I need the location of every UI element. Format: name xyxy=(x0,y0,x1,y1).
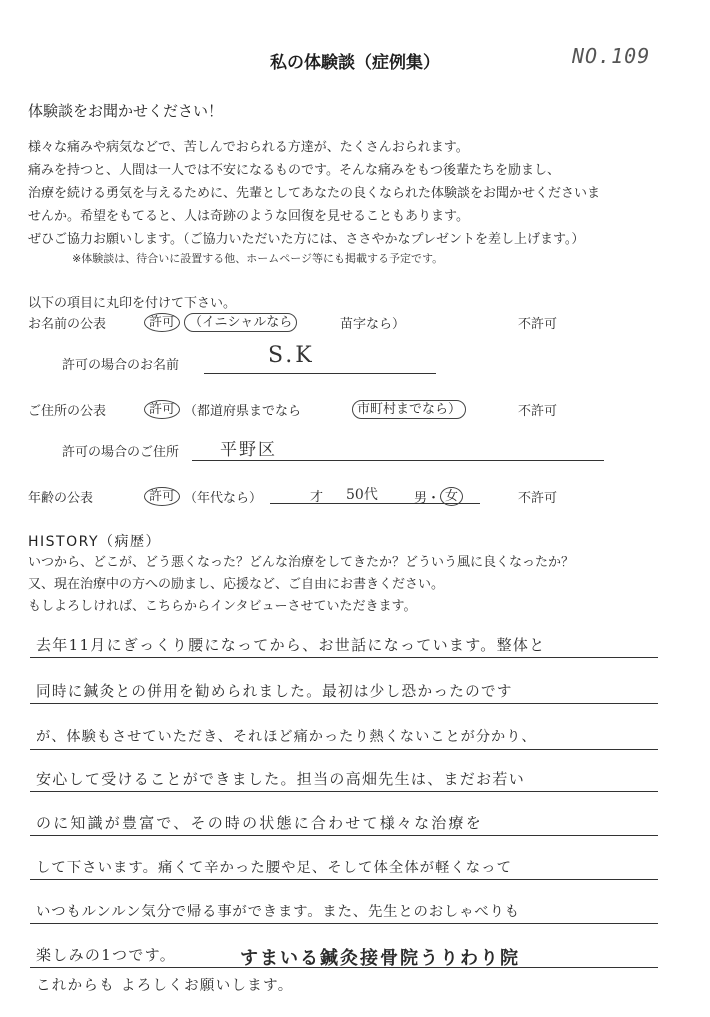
intro-line-1: 様々な痛みや病気などで、苦しんでおられる方達が、たくさんおられます。 xyxy=(28,140,469,155)
age-publish-label: 年齢の公表 xyxy=(28,491,94,506)
address-city-circled: 市町村までなら） xyxy=(352,400,466,419)
address-deny-option[interactable]: 不許可 xyxy=(518,404,558,419)
name-sub-label: 許可の場合のお名前 xyxy=(62,358,180,373)
age-female-option[interactable] xyxy=(440,485,463,504)
age-decade-option[interactable]: （年代なら） xyxy=(184,491,263,506)
name-surname-option[interactable]: 苗字なら） xyxy=(340,317,406,332)
name-initial-circled: （イニシャルなら xyxy=(184,313,297,332)
intro-line-4: せんか。希望をもてると、人は奇跡のような回復を見せることもあります。 xyxy=(28,209,469,224)
history-line-6[interactable]: して下さいます。痛くて辛かった腰や足、そして体全体が軽くなって xyxy=(36,860,512,876)
intro-line-3: 治療を続ける勇気を与えるために、先輩としてあなたの良くなられた体験談をお聞かせくださいま xyxy=(28,186,601,201)
name-value[interactable]: S.K xyxy=(268,343,315,368)
ruled-line-1 xyxy=(30,657,658,658)
ruled-line-7 xyxy=(30,923,658,924)
ruled-line-5 xyxy=(30,835,658,836)
history-line-7[interactable]: いつもルンルン気分で帰る事ができます。また、先生とのおしゃべりも xyxy=(36,904,520,920)
age-male-option[interactable] xyxy=(414,487,440,506)
clinic-stamp: すまいる鍼灸接骨院うりわり院 xyxy=(240,948,520,969)
ruled-line-4 xyxy=(30,791,658,792)
history-prompt-3: もしよろしければ、こちらからインタビューさせていただきます。 xyxy=(28,599,417,614)
history-prompt-1: いつから、どこが、どう悪くなった？どんな治療をしてきたか？どういう風に良くなったか？ xyxy=(28,555,575,570)
name-initial-option[interactable] xyxy=(184,311,297,330)
address-allow-circled: 許可 xyxy=(144,400,180,419)
intro-heading: 体験談をお聞かせください！ xyxy=(28,102,224,120)
history-line-1[interactable]: 去年11月にぎっくり腰になってから、お世話になっています。整体と xyxy=(36,636,546,654)
address-value[interactable]: 平野区 xyxy=(220,440,277,460)
form-instruction: 以下の項目に丸印を付けて下さい。 xyxy=(28,296,237,311)
address-sub-label: 許可の場合のご住所 xyxy=(62,445,180,460)
age-sai-label: 才 xyxy=(310,490,324,505)
history-line-5[interactable]: のに知識が豊富で、その時の状態に合わせて様々な治療を xyxy=(36,814,483,832)
intro-note: ※体験談は、待合いに設置する他、ホームページ等にも掲載する予定です。 xyxy=(72,252,444,265)
age-allow-option[interactable] xyxy=(144,485,180,504)
ruled-line-3 xyxy=(30,749,658,750)
history-prompt-2: 又、現在治療中の方への励まし、応援など、ご自由にお書きください。 xyxy=(28,577,445,592)
history-line-8[interactable]: 楽しみの1つです。 xyxy=(36,946,177,964)
ruled-line-6 xyxy=(30,879,658,880)
name-publish-label: お名前の公表 xyxy=(28,317,107,332)
history-line-2[interactable]: 同時に鍼灸との併用を勧められました。最初は少し恐かったのです xyxy=(36,683,513,700)
age-female-circled: 女 xyxy=(440,487,463,506)
history-line-4[interactable]: 安心して受けることができました。担当の高畑先生は、まだお若い xyxy=(36,770,526,788)
history-line-3[interactable]: が、体験もさせていただき、それほど痛かったり熱くないことが分かり、 xyxy=(36,729,537,745)
intro-line-2: 痛みを持つと、人間は一人では不安になるものです。そんな痛みをもつ後輩たちを励まし、 xyxy=(28,163,560,178)
age-male-label: 男 xyxy=(414,491,428,506)
age-deny-option[interactable]: 不許可 xyxy=(518,491,558,506)
history-line-9[interactable]: これからも よろしくお願いします。 xyxy=(36,978,294,994)
address-prefecture-option[interactable]: （都道府県までなら xyxy=(184,404,302,419)
age-gender-separator: ・ xyxy=(427,491,441,506)
ruled-line-2 xyxy=(30,703,658,704)
document-number: NO.109 xyxy=(572,44,651,68)
age-value[interactable]: 50代 xyxy=(346,487,378,503)
intro-line-5: ぜひご協力お願いします。（ご協力いただいた方には、ささやかなプレゼントを差し上げます。） xyxy=(28,232,585,247)
address-allow-option[interactable] xyxy=(144,398,180,417)
name-allow-option[interactable] xyxy=(144,311,180,330)
address-city-option[interactable] xyxy=(352,398,466,417)
history-heading: HISTORY（病歴） xyxy=(28,534,161,550)
ruled-line-8 xyxy=(30,967,658,968)
name-deny-option[interactable]: 不許可 xyxy=(518,317,558,332)
page-title: 私の体験談（症例集） xyxy=(270,53,440,73)
name-underline xyxy=(204,372,436,374)
name-allow-circled: 許可 xyxy=(144,313,180,332)
age-allow-circled: 許可 xyxy=(144,487,180,506)
address-publish-label: ご住所の公表 xyxy=(28,404,107,419)
